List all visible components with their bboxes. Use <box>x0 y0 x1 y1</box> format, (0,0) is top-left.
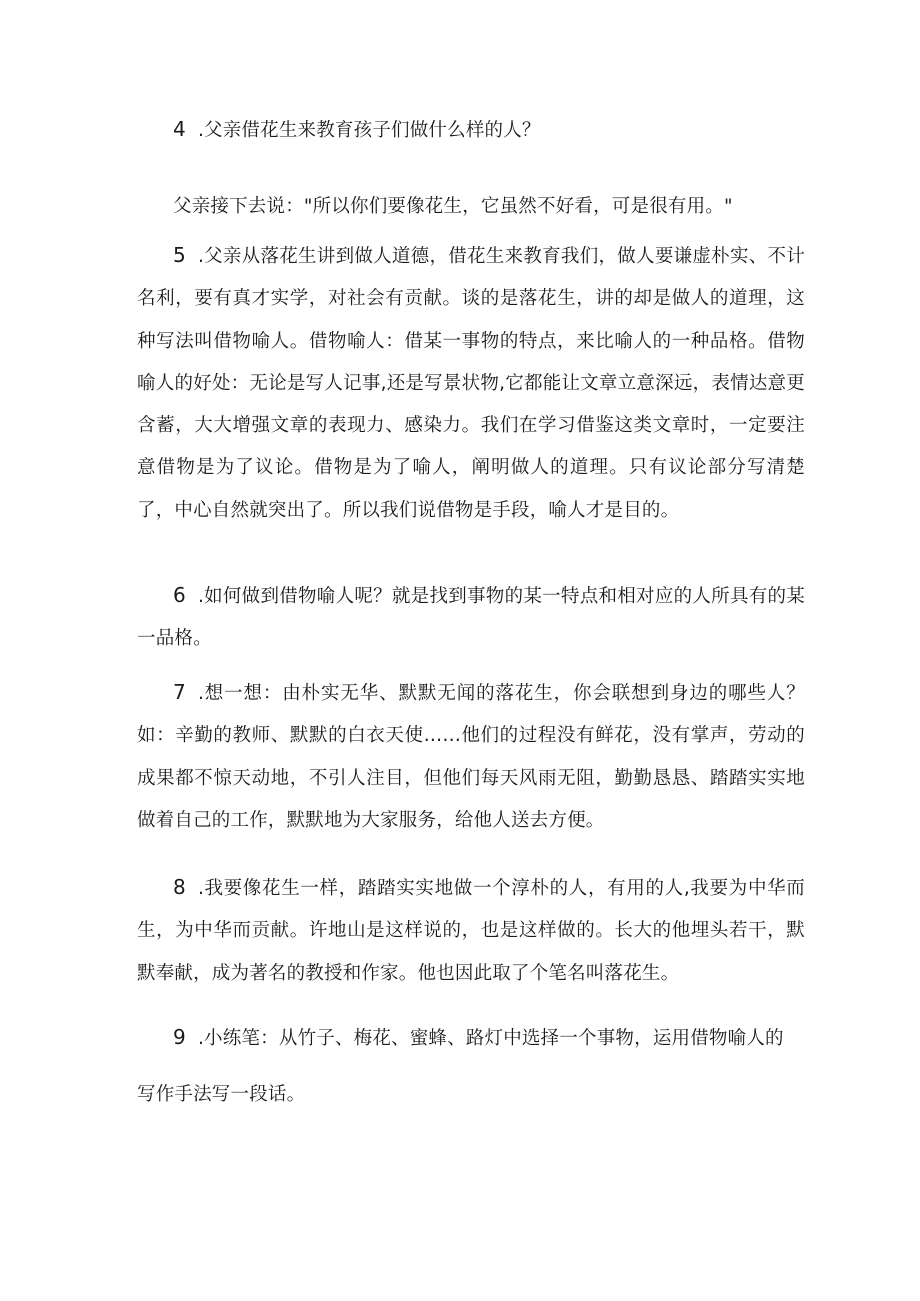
item-number: 6 <box>173 583 186 607</box>
paragraph-text: .我要像花生一样，踏踏实实地做一个淳朴的人，有用的人,我要为中华而生，为中华而贡献。许地山是这样说的，也是这样做的。长大的他埋头若干，默默奉献，成为著名的教授和作家。他也因此取了个笔名叫落花生。 <box>137 878 805 984</box>
paragraph-text: 父亲接下去说："所以你们要像花生，它虽然不好看，可是很有用。" <box>173 196 733 217</box>
paragraph-6 <box>137 574 805 661</box>
paragraph-9-continued <box>137 1074 805 1116</box>
paragraph-text: .如何做到借物喻人呢？就是找到事物的某一特点和相对应的人所具有的某一品格。 <box>137 586 805 650</box>
paragraph-5 <box>137 234 805 532</box>
paragraph-text: .想一想：由朴实无华、默默无闻的落花生，你会联想到身边的哪些人？如：辛勤的教师、默默的白衣天使……他们的过程没有鲜花，没有掌声，劳动的成果都不惊天动地，不引人注目，但他们每天风雨无阻，勤勤恳恳、踏踏实实地做着自己的工作，默默地为大家服务，给他人送去方便。 <box>137 683 805 831</box>
paragraph-text: .父亲借花生来教育孩子们做什么样的人？ <box>197 120 541 141</box>
paragraph-9 <box>137 1016 805 1060</box>
paragraph-7 <box>137 671 805 842</box>
paragraph-text: .父亲从落花生讲到做人道德，借花生来教育我们，做人要谦虚朴实、不计名利，要有真才实学，对社会有贡献。谈的是落花生，讲的却是做人的道理，这种写法叫借物喻人。借物喻人：借某一事物的特点，来比喻人的一种品格。借物喻人的好处：无论是写人记事,还是写景状物,它都能让文章立意深远，表情达意更含蓄，大大增强文章的表现力、感染力。我们在学习借鉴这类文章时，一定要注意借物是为了议论。借物是为了喻人，阐明做人的道理。只有议论部分写清楚了，中心自然就突出了。所以我们说借物是手段，喻人才是目的。 <box>137 246 805 521</box>
item-number: 7 <box>173 680 186 704</box>
item-number: 8 <box>173 875 186 899</box>
item-number: 4 <box>173 117 186 141</box>
paragraph-text: .小练笔：从竹子、梅花、蜜蜂、路灯中选择一个事物，运用借物喻人的 <box>197 1028 784 1049</box>
item-number: 9 <box>173 1025 186 1049</box>
paragraph-quote <box>137 186 805 228</box>
paragraph-4 <box>137 108 805 152</box>
item-number: 5 <box>173 243 186 267</box>
paragraph-text: 写作手法写一段话。 <box>137 1084 306 1105</box>
paragraph-8 <box>137 866 805 995</box>
